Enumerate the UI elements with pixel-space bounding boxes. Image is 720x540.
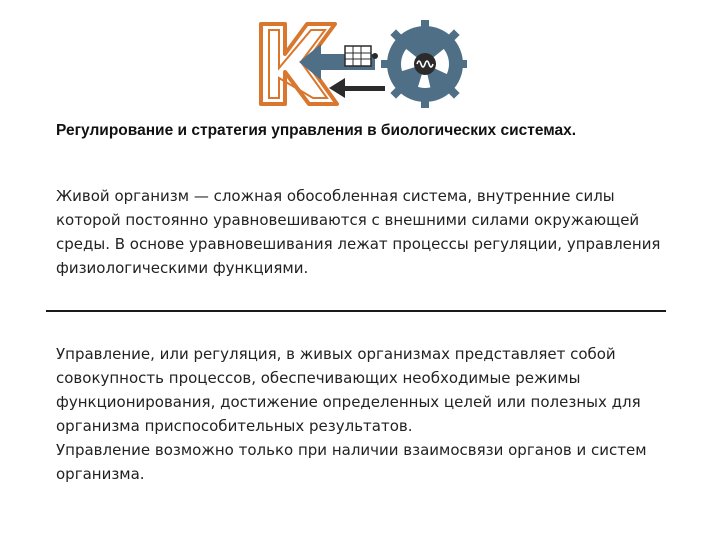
paragraph-definition xyxy=(56,342,676,486)
paragraph-intro xyxy=(56,184,676,280)
gear-icon xyxy=(381,20,467,108)
paragraph-text: Живой организм — сложная обособленная система, внутренние силы которой постоянно уравновешиваются с внешними силами окружающей среды. В основе уравновешивания лежат процессы регуляции, управления физиологическими функциями. xyxy=(56,187,661,277)
arrow-back-icon xyxy=(329,78,385,98)
slide-title: Регулирование и стратегия управления в биологических системах. xyxy=(56,122,577,139)
paragraph-text: Управление возможно только при наличии взаимосвязи органов и систем организма. xyxy=(56,441,647,483)
divider-line xyxy=(46,310,666,312)
paragraph-text: Управление, или регуляция, в живых организмах представляет собой совокупность процессов, обеспечивающих необходимые режимы функционирования, достижение определенных целей или полезных для организма приспособительных результатов. xyxy=(56,345,641,435)
logo-emblem xyxy=(255,18,467,108)
